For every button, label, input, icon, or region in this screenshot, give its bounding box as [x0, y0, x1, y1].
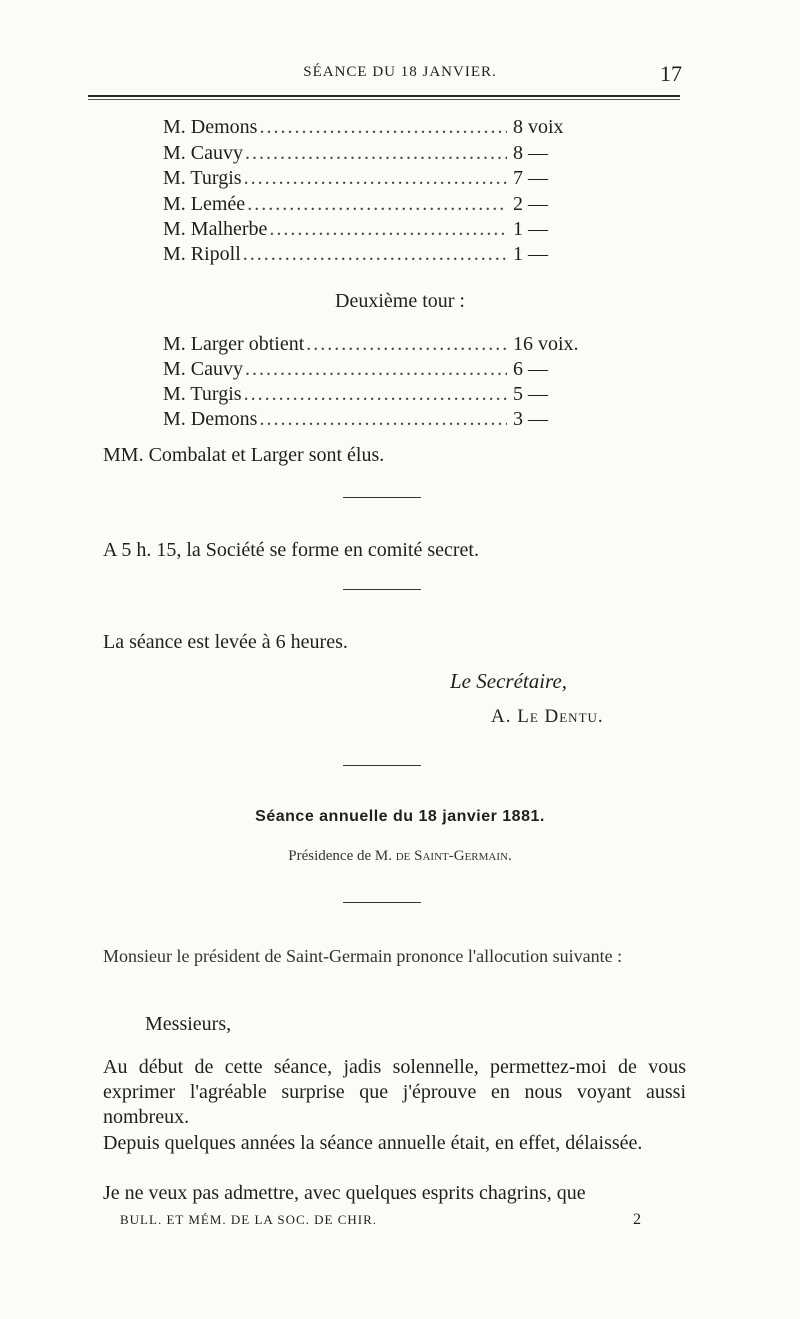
vote-count: 6 — — [513, 358, 548, 380]
presidence-prefix: Présidence de M. — [288, 848, 396, 864]
dot-leader — [306, 333, 507, 356]
vote-row — [163, 218, 603, 244]
vote-count: 1 — — [513, 218, 548, 240]
vote-row — [163, 358, 603, 384]
candidate-name: M. Turgis — [163, 167, 242, 189]
vote-count: 7 — — [513, 167, 548, 189]
candidate-name: M. Lemée — [163, 193, 246, 215]
dot-leader — [243, 243, 507, 266]
candidate-name: M. Malherbe — [163, 218, 268, 240]
vote-row — [163, 116, 603, 142]
second-tour-heading: Deuxième tour : — [335, 290, 465, 312]
intro-paragraph: Monsieur le président de Saint-Germain prononce l'allocution suivante : — [103, 946, 623, 966]
dot-leader — [244, 383, 507, 406]
vote-row — [163, 383, 603, 409]
dot-leader — [245, 358, 507, 381]
vote-count: 2 — — [513, 193, 548, 215]
elected-statement: MM. Combalat et Larger sont élus. — [103, 444, 385, 466]
dot-leader — [245, 142, 507, 165]
vote-row — [163, 142, 603, 168]
dot-leader — [247, 193, 507, 216]
vote-count: 8 — — [513, 142, 548, 164]
section-divider — [343, 765, 421, 766]
vote-count: 16 voix. — [513, 333, 579, 355]
body-paragraph: Au début de cette séance, jadis solennelle, permettez-moi de vous exprimer l'agréable surprise que j'éprouve en nous voyant aussi nombreux. — [103, 1056, 686, 1128]
vote-count: 1 — — [513, 243, 548, 265]
footer-signature: BULL. ET MÉM. DE LA SOC. DE CHIR. — [120, 1212, 378, 1227]
candidate-name: M. Turgis — [163, 383, 242, 405]
comite-secret-statement: A 5 h. 15, la Société se forme en comité secret. — [103, 539, 479, 561]
dot-leader — [259, 116, 507, 139]
running-header: SÉANCE DU 18 JANVIER. — [303, 64, 497, 80]
vote-row — [163, 243, 603, 269]
presidence-name: de Saint-Germain. — [395, 848, 512, 864]
vote-row — [163, 333, 603, 359]
signer-name: A. Le Dentu. — [491, 706, 604, 727]
vote-row — [163, 408, 603, 434]
levee-statement: La séance est levée à 6 heures. — [103, 631, 348, 653]
body-paragraph: Depuis quelques années la séance annuelle était, en effet, délaissée. — [103, 1132, 643, 1154]
candidate-name: M. Cauvy — [163, 358, 243, 380]
secretaire-title: Le Secrétaire, — [450, 669, 568, 693]
header-rule — [88, 95, 680, 97]
section-divider — [343, 902, 421, 903]
body-paragraph: Je ne veux pas admettre, avec quelques esprits chagrins, que — [103, 1182, 586, 1204]
page-number: 17 — [660, 61, 682, 86]
section-divider — [343, 589, 421, 590]
candidate-name: M. Ripoll — [163, 243, 241, 265]
presidence-line — [0, 848, 800, 865]
salutation: Messieurs, — [145, 1013, 232, 1035]
candidate-name: M. Larger obtient — [163, 333, 305, 355]
vote-count: 5 — — [513, 383, 548, 405]
section-divider — [343, 497, 421, 498]
candidate-name: M. Demons — [163, 116, 258, 138]
dot-leader — [269, 218, 507, 241]
section-title: Séance annuelle du 18 janvier 1881. — [255, 808, 545, 825]
candidate-name: M. Demons — [163, 408, 258, 430]
vote-row — [163, 167, 603, 193]
vote-count: 8 voix — [513, 116, 564, 138]
vote-row — [163, 193, 603, 219]
candidate-name: M. Cauvy — [163, 142, 243, 164]
vote-count: 3 — — [513, 408, 548, 430]
header-rule-thin — [88, 99, 680, 100]
dot-leader — [259, 408, 507, 431]
footer-signature-number: 2 — [633, 1211, 641, 1228]
dot-leader — [244, 167, 507, 190]
